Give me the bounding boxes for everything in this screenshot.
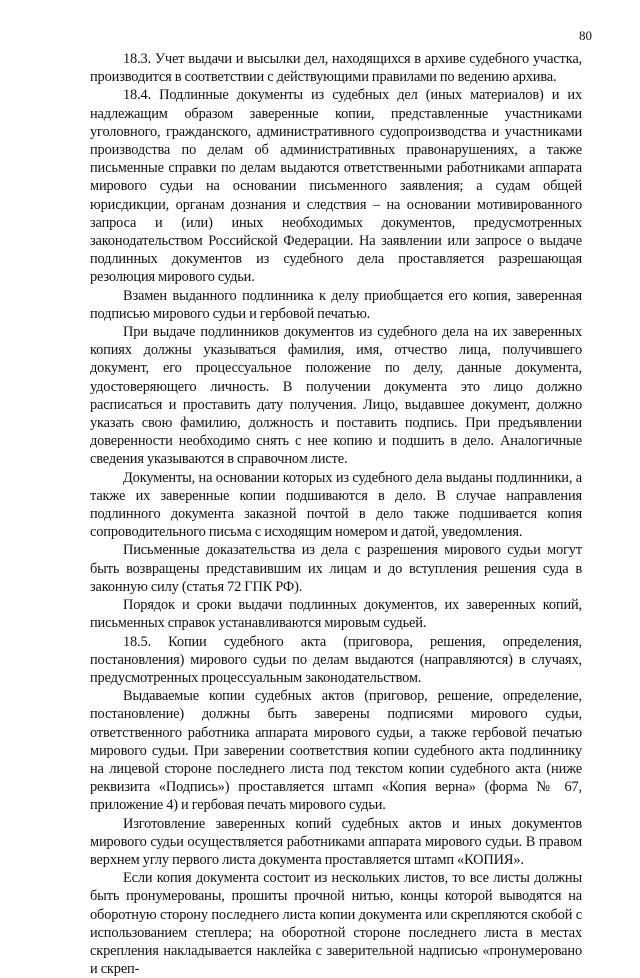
document-text — [90, 50, 582, 978]
paragraph-multi-sheet-copy: Если копия документа состоит из нескольких листов, то все листы должны быть пронумерованы, прошиты прочной нитью, концы которой выводятся на оборотную сторону последнего листа копии документа или скрепляются скобой с использованием степлера; на оборотной стороне последнего листа в местах скрепления накладывается наклейка с заверительной надписью «пронумеровано и скреп- — [90, 870, 582, 978]
paragraph-copy-replacement: Взамен выданного подлинника к делу приобщается его копия, заверенная подписью мирового судьи и гербовой печатью. — [90, 287, 582, 322]
paragraph-documents-filed: Документы, на основании которых из судебного дела выданы подлинники, а также их заверенные копии подшиваются в дело. В случае направления подлинного документа заказной почтой в дело также подшивается копия сопроводительного письма с исходящим номером и датой, уведомления. — [90, 469, 582, 541]
paragraph-issuing-originals: При выдаче подлинников документов из судебного дела на их заверенных копиях должны указываться фамилия, имя, отчество лица, получившего документ, его процессуальное положение по делу, данные документа, удостоверяющего личность. В получении документа это лицо должно расписаться и проставить дату получения. Лицо, выдавшее документ, должно указать свою фамилию, должность и поставить подпись. При предъявлении доверенности необходимо снять с нее копию и подшить в дело. Аналогичные сведения указываются в справочном листе. — [90, 324, 582, 468]
paragraph-18-3: 18.3. Учет выдачи и высылки дел, находящихся в архиве судебного участка, производится в соответствии с действующими правилами по ведению архива. — [90, 51, 582, 86]
paragraph-certification: Выдаваемые копии судебных актов (приговор, решение, определение, постановление) должны быть заверены подписями мирового судьи, ответственного работника аппарата мирового судьи, а также гербовой печатью мирового судьи. При заверении соответствия копии судебного акта подлиннику на лицевой стороне последнего листа под текстом копии судебного акта (ниже реквизита «Подпись») проставляется штамп «Копия верна» (форма № 67, приложение 4) и гербовая печать мирового судьи. — [90, 688, 582, 814]
paragraph-copy-production: Изготовление заверенных копий судебных актов и иных документов мирового судьи осуществляется работниками аппарата мирового судьи. В правом верхнем углу первого листа документа проставляется штамп «КОПИЯ». — [90, 815, 582, 868]
paragraph-procedure-terms: Порядок и сроки выдачи подлинных документов, их заверенных копий, письменных справок устанавливаются мировым судьей. — [90, 597, 582, 632]
paragraph-18-4: 18.4. Подлинные документы из судебных дел (иных материалов) и их надлежащим образом заверенные копии, представленные участниками уголовного, гражданского, административного судопроизводства и участниками производства по делам об административных правонарушениях, а также письменные справки по делам выдаются ответственными работниками аппарата мирового судьи на основании письменного заявления; а судам общей юрисдикции, органам дознания и следствия – на основании мотивированного запроса и (или) иных необходимых документов, предусмотренных законодательством Российской Федерации. На заявлении или запросе о выдаче подлинных документов из судебного дела проставляется разрешающая резолюция мирового судьи. — [90, 87, 582, 286]
paragraph-18-5: 18.5. Копии судебного акта (приговора, решения, определения, постановления) мирового судьи по делам выдаются (направляются) в случаях, предусмотренных процессуальным законодательством. — [90, 633, 582, 686]
paragraph-written-evidence: Письменные доказательства из дела с разрешения мирового судьи могут быть возвращены представившим их лицам и до вступления решения суда в законную силу (статья 72 ГПК РФ). — [90, 542, 582, 595]
page-number: 80 — [579, 28, 592, 43]
